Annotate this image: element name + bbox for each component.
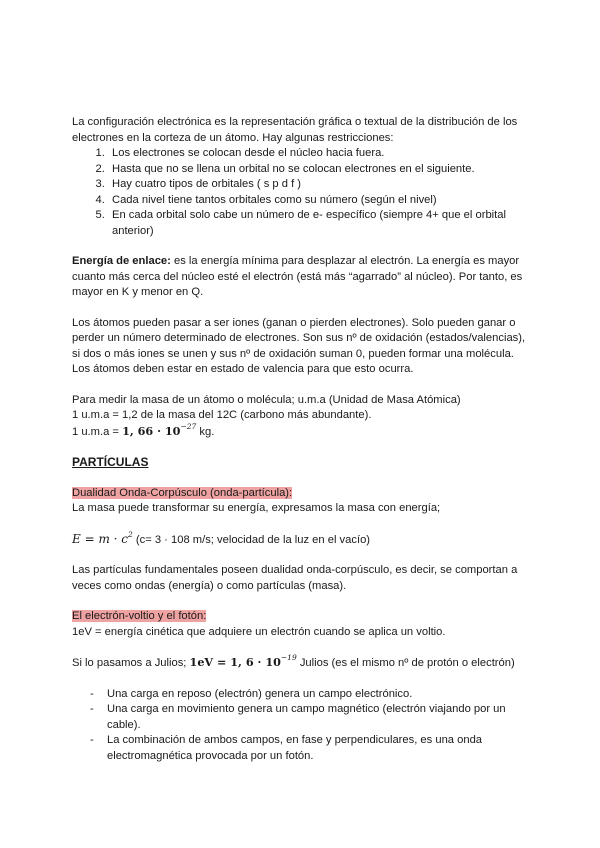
iones-paragraph: Los átomos pueden pasar a ser iones (ganan o pierden electrones). Solo pueden ganar o perder un número determinado de electrones. Son sus nº de oxidación (estados/valencias), si dos o más iones se unen y sus nº de oxidación suman 0, pueden formar una molécula. Los átomos deben estar en estado de valencia para que esto ocurra.: [72, 316, 526, 375]
electronvoltio-text: 1eV = energía cinética que adquiere un electrón cuando se aplica un voltio.: [72, 625, 446, 638]
masa-line-3-prefix: 1 u.m.a =: [72, 425, 123, 438]
masa-unit: kg.: [196, 425, 215, 438]
campos-item: - La combinación de ambos campos, en fase y perpendiculares, es una onda electromagnética provocada por un fotón.: [90, 733, 532, 764]
masa-line-2: 1 u.m.a = 1,2 de la masa del 12C (carbono más abundante).: [72, 409, 372, 421]
fundamentales-paragraph: Las partículas fundamentales poseen dualidad onda-corpúsculo, es decir, se comportan a veces como ondas (energía) o como partículas (masa).: [72, 564, 518, 592]
masa-value: 1, 66 · 10: [122, 423, 181, 438]
electronvoltio-title-line: [72, 609, 532, 625]
intro-paragraph: La configuración electrónica es la representación gráfica o textual de la distribución de los electrones en la corteza de un átomo. Hay algunas restricciones:: [72, 116, 518, 144]
rule-item: 1. Los electrones se colocan desde el núcleo hacia fuera.: [108, 146, 532, 162]
dualidad-title-line: [72, 486, 532, 502]
rule-item: 3. Hay cuatro tipos de orbitales ( s p d f ): [108, 177, 532, 193]
campos-list: [72, 687, 532, 765]
rule-item: 2. Hasta que no se llena un orbital no se colocan electrones en el siguiente.: [108, 162, 532, 178]
julios-equation: 1eV = 1, 6 · 10: [189, 655, 281, 669]
rule-item: 5. En cada orbital solo cabe un número de e- específico (siempre 4+ que el orbital anterior): [108, 208, 532, 239]
rules-list: [72, 146, 532, 239]
energy-mass-equation: E = m · c: [72, 531, 128, 546]
energia-text: es la energía mínima para desplazar al electrón. La energía es mayor cuanto más cerca del núcleo esté el electrón (está más “agarrado” al núcleo). Por tanto, es mayor en K y menor en Q.: [72, 255, 523, 298]
equation-exponent: 2: [128, 529, 133, 539]
julios-exponent: −19: [280, 653, 297, 663]
masa-line-3: [72, 421, 532, 441]
energia-term: Energía de enlace:: [72, 255, 171, 267]
energia-paragraph: [72, 254, 532, 301]
dualidad-text: La masa puede transformar su energía, expresamos la masa con energía;: [72, 502, 441, 514]
dualidad-title: Dualidad Onda-Corpúsculo (onda-partícula):: [72, 486, 293, 499]
document-content: [72, 115, 532, 764]
masa-exponent: −27: [180, 421, 197, 431]
section-heading-particulas: PARTÍCULAS: [72, 455, 149, 469]
julios-prefix: Si lo pasamos a Julios;: [72, 657, 190, 669]
equation-note: (c= 3 · 108 m/s; velocidad de la luz en el vacío): [132, 533, 371, 546]
equation-line: [72, 529, 532, 549]
campos-item: - Una carga en reposo (electrón) genera un campo electrónico.: [90, 687, 532, 703]
julios-suffix: Julios (es el mismo nº de protón o electrón): [296, 657, 515, 669]
julios-line: [72, 655, 532, 672]
campos-item: - Una carga en movimiento genera un campo magnético (electrón viajando por un cable).: [90, 702, 532, 733]
masa-line-1: Para medir la masa de un átomo o molécula; u.m.a (Unidad de Masa Atómica): [72, 393, 461, 406]
rule-item: 4. Cada nivel tiene tantos orbitales como su número (según el nivel): [108, 193, 532, 209]
electronvoltio-title: El electrón-voltio y el fotón:: [72, 610, 207, 622]
